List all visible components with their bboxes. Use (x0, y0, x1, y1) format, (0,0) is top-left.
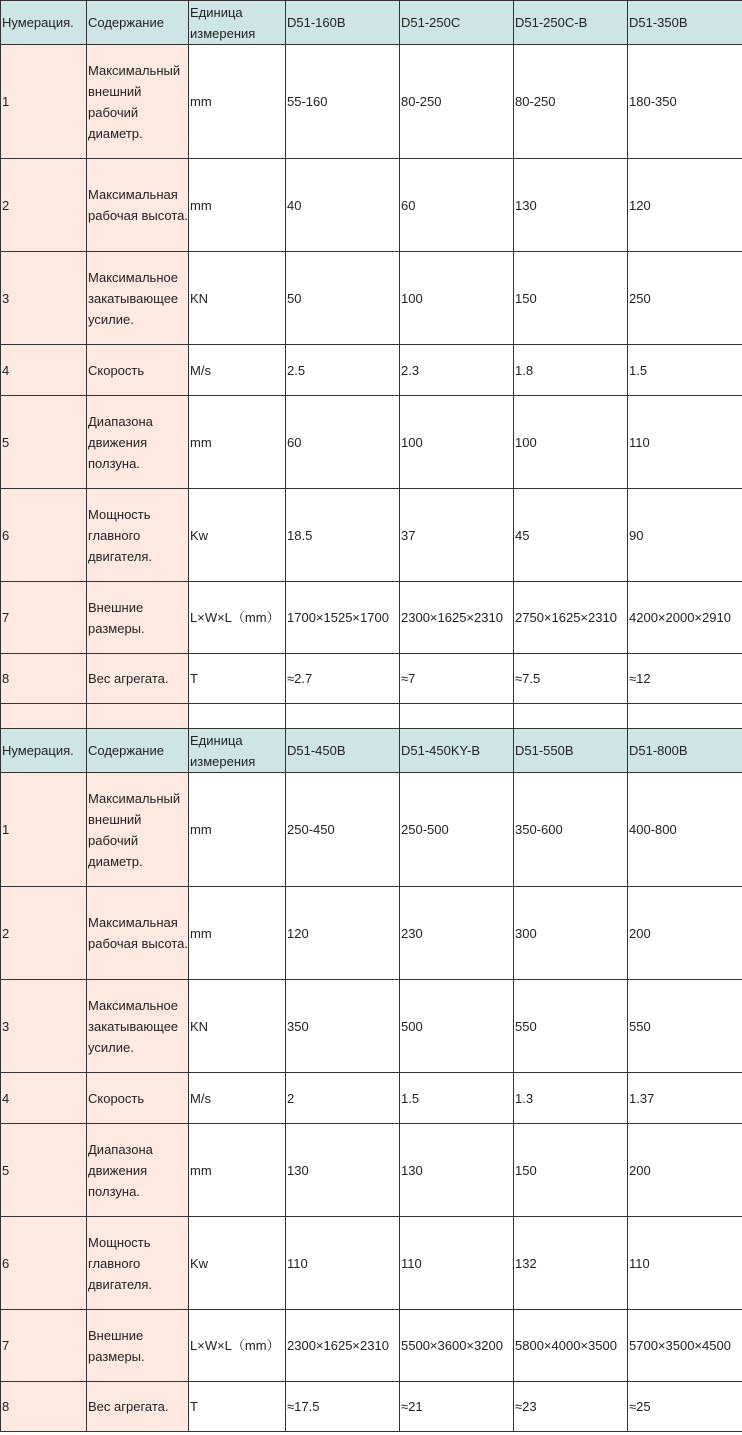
column-header: Нумерация. (1, 1, 87, 45)
column-header: D51-800B (628, 729, 742, 773)
table-cell: 132 (514, 1217, 628, 1310)
table-cell: 130 (400, 1124, 514, 1217)
column-header: D51-250C (400, 1, 514, 45)
table-cell: 250 (628, 252, 742, 345)
table-cell: 60 (400, 159, 514, 252)
table-cell: ≈2.7 (286, 654, 400, 704)
table-row (1, 252, 742, 345)
column-header: Содержание (87, 729, 189, 773)
column-header: Единица измерения (189, 729, 286, 773)
empty-cell (1, 704, 87, 729)
table-cell: 130 (286, 1124, 400, 1217)
column-header: Единица измерения (189, 1, 286, 45)
table-cell: 180-350 (628, 45, 742, 159)
table-cell: 200 (628, 887, 742, 980)
table-cell: ≈17.5 (286, 1382, 400, 1432)
table-row (1, 489, 742, 582)
table-cell: 5800×4000×3500 (514, 1310, 628, 1382)
empty-cell (189, 704, 286, 729)
table-cell: Вес агрегата. (87, 1382, 189, 1432)
empty-cell (286, 704, 400, 729)
table-cell: mm (189, 887, 286, 980)
table-cell: 100 (400, 396, 514, 489)
table-cell: 7 (1, 1310, 87, 1382)
column-header: D51-450B (286, 729, 400, 773)
table-cell: ≈23 (514, 1382, 628, 1432)
table-header-row (1, 729, 742, 773)
table-row (1, 654, 742, 704)
table-row (1, 345, 742, 396)
table-cell: 80-250 (514, 45, 628, 159)
table-cell: 1.8 (514, 345, 628, 396)
table-cell: L×W×L（mm） (189, 582, 286, 654)
table-cell: 6 (1, 489, 87, 582)
table-cell: 6 (1, 1217, 87, 1310)
table-cell: Мощность главного двигателя. (87, 489, 189, 582)
table-cell: 2300×1625×2310 (286, 1310, 400, 1382)
table-cell: 2.5 (286, 345, 400, 396)
table-cell: 110 (286, 1217, 400, 1310)
table-cell: 3 (1, 252, 87, 345)
table-cell: 2 (1, 887, 87, 980)
table-cell: 110 (628, 396, 742, 489)
table-cell: ≈7 (400, 654, 514, 704)
table-cell: 5500×3600×3200 (400, 1310, 514, 1382)
table-row (1, 1124, 742, 1217)
table-cell: 150 (514, 1124, 628, 1217)
table-cell: 350 (286, 980, 400, 1073)
table-cell: Максимальный внешний рабочий диаметр. (87, 773, 189, 887)
empty-cell (514, 704, 628, 729)
table-cell: 55-160 (286, 45, 400, 159)
table-cell: T (189, 654, 286, 704)
table-cell: 2.3 (400, 345, 514, 396)
table-cell: 4 (1, 345, 87, 396)
table-cell: 40 (286, 159, 400, 252)
table-cell: 2300×1625×2310 (400, 582, 514, 654)
table-cell: KN (189, 252, 286, 345)
table-cell: 37 (400, 489, 514, 582)
table-cell: 120 (286, 887, 400, 980)
table-cell: L×W×L（mm） (189, 1310, 286, 1382)
table-cell: Мощность главного двигателя. (87, 1217, 189, 1310)
table-cell: 200 (628, 1124, 742, 1217)
table-cell: 5 (1, 1124, 87, 1217)
empty-cell (628, 704, 742, 729)
table-cell: mm (189, 45, 286, 159)
table-cell: 18.5 (286, 489, 400, 582)
table-cell: 1.5 (400, 1073, 514, 1124)
table-row (1, 980, 742, 1073)
empty-cell (400, 704, 514, 729)
table-cell: 110 (628, 1217, 742, 1310)
table-cell: mm (189, 396, 286, 489)
table-cell: 7 (1, 582, 87, 654)
table-cell: ≈12 (628, 654, 742, 704)
table-cell: 90 (628, 489, 742, 582)
table-cell: Диапазона движения ползуна. (87, 396, 189, 489)
table-cell: 5 (1, 396, 87, 489)
table-cell: 1.37 (628, 1073, 742, 1124)
table-cell: 1700×1525×1700 (286, 582, 400, 654)
table-cell: ≈25 (628, 1382, 742, 1432)
table-cell: 100 (400, 252, 514, 345)
table-cell: 100 (514, 396, 628, 489)
table-row (1, 887, 742, 980)
table-row (1, 45, 742, 159)
table-cell: Скорость (87, 345, 189, 396)
table-row (1, 1073, 742, 1124)
table-cell: Kw (189, 489, 286, 582)
table-cell: 5700×3500×4500 (628, 1310, 742, 1382)
table-cell: 250-450 (286, 773, 400, 887)
table-row (1, 159, 742, 252)
table-cell: 2750×1625×2310 (514, 582, 628, 654)
table-cell: Скорость (87, 1073, 189, 1124)
table-header-row (1, 1, 742, 45)
table-row (1, 396, 742, 489)
table-cell: Максимальное закатывающее усилие. (87, 980, 189, 1073)
table-row (1, 1217, 742, 1310)
table-cell: 550 (514, 980, 628, 1073)
table-cell: Максимальная рабочая высота. (87, 159, 189, 252)
empty-cell (87, 704, 189, 729)
column-header: D51-160B (286, 1, 400, 45)
table-cell: Диапазона движения ползуна. (87, 1124, 189, 1217)
table-cell: 250-500 (400, 773, 514, 887)
table-row (1, 582, 742, 654)
column-header: D51-250C-B (514, 1, 628, 45)
column-header: Нумерация. (1, 729, 87, 773)
table-cell: 8 (1, 654, 87, 704)
table-cell: mm (189, 1124, 286, 1217)
table-cell: 230 (400, 887, 514, 980)
table-cell: mm (189, 159, 286, 252)
table-cell: 130 (514, 159, 628, 252)
table-cell: 550 (628, 980, 742, 1073)
table-cell: 500 (400, 980, 514, 1073)
table-cell: 110 (400, 1217, 514, 1310)
table-cell: KN (189, 980, 286, 1073)
table-cell: 350-600 (514, 773, 628, 887)
column-header: Содержание (87, 1, 189, 45)
table-cell: 80-250 (400, 45, 514, 159)
table-cell: T (189, 1382, 286, 1432)
table-row (1, 1382, 742, 1432)
table-cell: 3 (1, 980, 87, 1073)
table-cell: Максимальный внешний рабочий диаметр. (87, 45, 189, 159)
table-cell: 150 (514, 252, 628, 345)
table-cell: 50 (286, 252, 400, 345)
table-cell: 2 (286, 1073, 400, 1124)
column-header: D51-350B (628, 1, 742, 45)
table-cell: M/s (189, 345, 286, 396)
table-cell: 400-800 (628, 773, 742, 887)
table-cell: 1 (1, 773, 87, 887)
table-cell: 2 (1, 159, 87, 252)
table-cell: 1.5 (628, 345, 742, 396)
table-cell: Вес агрегата. (87, 654, 189, 704)
table-cell: M/s (189, 1073, 286, 1124)
table-cell: 1.3 (514, 1073, 628, 1124)
table-cell: 1 (1, 45, 87, 159)
table-cell: Внешние размеры. (87, 1310, 189, 1382)
spacer-row (1, 704, 742, 729)
column-header: D51-550B (514, 729, 628, 773)
table-cell: 60 (286, 396, 400, 489)
table-cell: ≈21 (400, 1382, 514, 1432)
table-cell: ≈7.5 (514, 654, 628, 704)
table-cell: 45 (514, 489, 628, 582)
table-cell: Kw (189, 1217, 286, 1310)
table-cell: 120 (628, 159, 742, 252)
table-cell: 4 (1, 1073, 87, 1124)
table-cell: mm (189, 773, 286, 887)
table-cell: Максимальное закатывающее усилие. (87, 252, 189, 345)
table-cell: 4200×2000×2910 (628, 582, 742, 654)
column-header: D51-450KY-B (400, 729, 514, 773)
table-cell: 8 (1, 1382, 87, 1432)
table-cell: Внешние размеры. (87, 582, 189, 654)
table-row (1, 1310, 742, 1382)
table-cell: Максимальная рабочая высота. (87, 887, 189, 980)
table-row (1, 773, 742, 887)
table-cell: 300 (514, 887, 628, 980)
